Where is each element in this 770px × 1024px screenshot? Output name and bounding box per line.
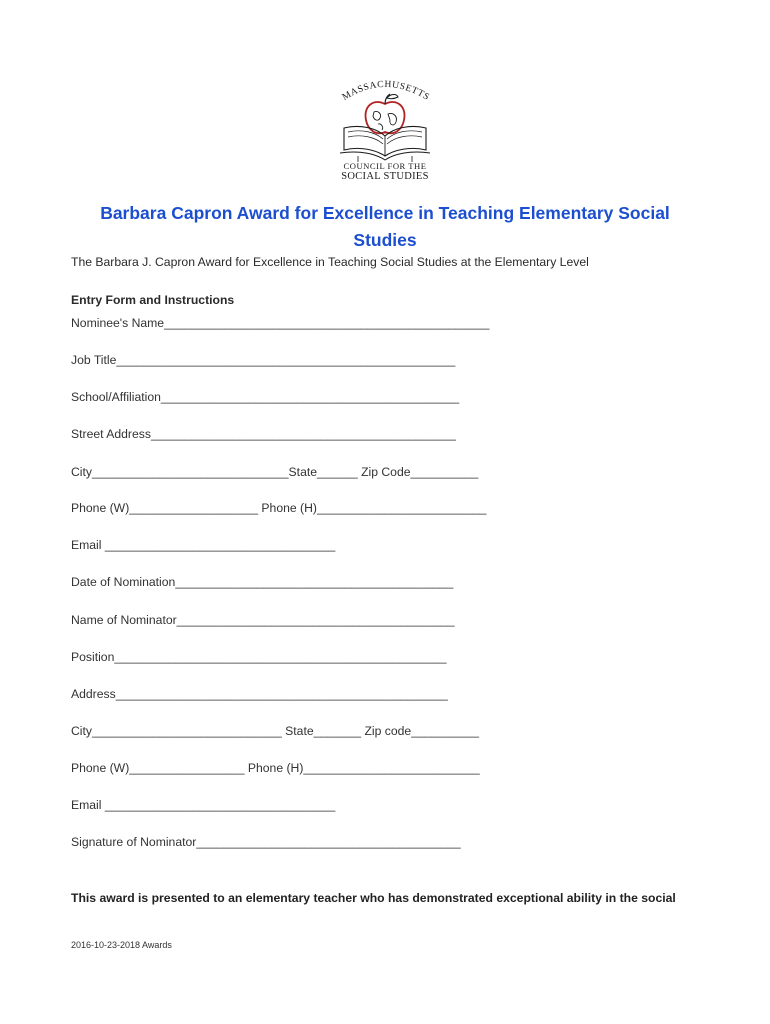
city-state-zip-field[interactable]: City_____________________________State______ Zip Code__________	[71, 465, 479, 479]
award-description: The Barbara J. Capron Award for Excellence in Teaching Social Studies at the Elementary Level	[71, 255, 589, 269]
logo-subject-line: SOCIAL STUDIES	[341, 171, 429, 182]
street-address-field[interactable]: Street Address_____________________________________________	[71, 427, 456, 441]
nominator-city-state-zip-field[interactable]: City____________________________ State_______ Zip code__________	[71, 724, 479, 738]
position-field[interactable]: Position_________________________________________________	[71, 650, 447, 664]
name-of-nominator-field[interactable]: Name of Nominator_________________________________________	[71, 613, 455, 627]
document-code: 2016-10-23-2018 Awards	[71, 940, 172, 950]
page-title: Barbara Capron Award for Excellence in Teaching Elementary Social Studies	[100, 203, 670, 250]
date-of-nomination-field[interactable]: Date of Nomination_________________________________________	[71, 575, 454, 589]
logo-arc-text: MASSACHUSETTS	[340, 79, 432, 103]
nominee-name-field[interactable]: Nominee's Name________________________________________________	[71, 316, 490, 330]
logo-council-line: COUNCIL FOR THE	[343, 161, 427, 171]
nominator-email-field[interactable]: Email __________________________________	[71, 798, 336, 812]
phone-fields[interactable]: Phone (W)___________________ Phone (H)_________________________	[71, 501, 487, 515]
address-field[interactable]: Address_________________________________________________	[71, 687, 448, 701]
email-field[interactable]: Email __________________________________	[71, 538, 336, 552]
signature-of-nominator-field[interactable]: Signature of Nominator_______________________________________	[71, 835, 461, 849]
award-statement: This award is presented to an elementary teacher who has demonstrated exceptional ability in the social	[71, 891, 676, 905]
section-heading: Entry Form and Instructions	[71, 293, 235, 307]
job-title-field[interactable]: Job Title__________________________________________________	[71, 353, 456, 367]
school-affiliation-field[interactable]: School/Affiliation____________________________________________	[71, 390, 460, 404]
nominator-phone-fields[interactable]: Phone (W)_________________ Phone (H)__________________________	[71, 761, 480, 775]
